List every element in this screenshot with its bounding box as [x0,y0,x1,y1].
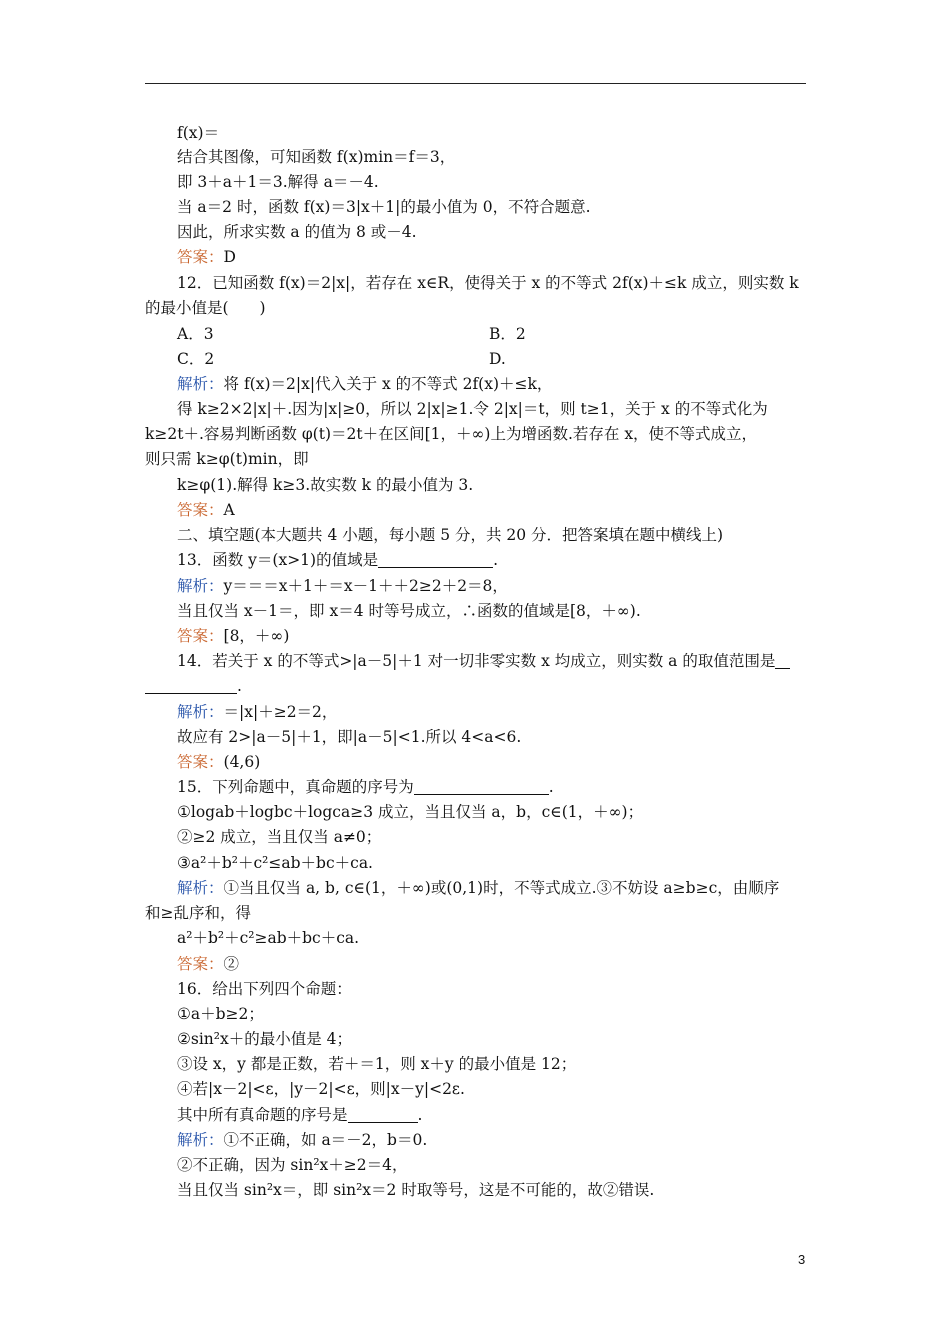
section-heading: 二、填空题(本大题共 4 小题，每小题 5 分，共 20 分．把答案填在题中横线上) [177,526,724,544]
solution-text: ①当且仅当 a, b, c∈(1，＋∞)或(0,1)时，不等式成立.③不妨设 a≥b≥c，由顺序 [223,879,780,897]
question-15 [177,775,554,799]
answer-value: A [223,501,235,519]
answer-label: 答案： [177,753,224,771]
text-line: ③a²＋b²＋c²≤ab＋bc＋ca. [177,854,373,872]
text-line: 因此，所求实数 a 的值为 8 或－4. [177,223,417,241]
question-text: 15．下列命题中，真命题的序号为 [177,778,414,796]
question-14-cont [145,674,242,698]
answer-blank [378,551,493,568]
question-text: 13．函数 y＝(x>1)的值域是 [177,551,379,569]
answer-blank [775,652,790,669]
text-line: 和≥乱序和，得 [145,904,251,922]
question-12: 12．已知函数 f(x)＝2|x|，若存在 x∈R，使得关于 x 的不等式 2f(x)＋≤k 成立，则实数 k [177,274,799,292]
solution-line [177,876,779,900]
page-number: 3 [798,1252,806,1267]
solution-label: 解析： [177,375,224,393]
text-line: ②不正确，因为 sin²x＋≥2＝4， [177,1156,408,1174]
question-text: 14．若关于 x 的不等式>|a－5|＋1 对一切非零实数 x 均成立，则实数 a 的取值范围是 [177,652,776,670]
text-line: 结合其图像，可知函数 f(x)min＝f＝3， [177,148,456,166]
text-line: 则只需 k≥φ(t)min，即 [145,450,309,468]
option-a: A．3 [177,325,214,343]
answer-blank [145,677,237,694]
text-line [177,1103,422,1127]
solution-text: ＝|x|＋≥2＝2， [223,703,338,721]
options-row-2 [177,347,777,371]
option-b: B．2 [489,325,526,343]
question-13 [177,548,498,572]
text-line: 当 a＝2 时，函数 f(x)＝3|x＋1|的最小值为 0，不符合题意. [177,198,591,216]
answer-line [177,624,289,648]
question-end: . [548,778,554,796]
answer-line [177,750,260,774]
answer-label: 答案： [177,501,224,519]
option-c: C．2 [177,350,215,368]
answer-value: (4,6) [223,753,261,771]
question-16: 16．给出下列四个命题： [177,980,352,998]
answer-blank [414,778,549,795]
question-end: . [237,677,242,695]
answer-label: 答案： [177,627,224,645]
text-line: ①a＋b≥2； [177,1005,264,1023]
answer-value: ② [223,955,240,973]
solution-label: 解析： [177,577,224,595]
answer-line [177,498,235,522]
text-line: k≥φ(1).解得 k≥3.故实数 k 的最小值为 3. [177,476,474,494]
text-line: k≥2t＋.容易判断函数 φ(t)＝2t＋在区间[1，＋∞)上为增函数.若存在 x，使不等式成立， [145,425,758,443]
text-line: 得 k≥2×2|x|＋.因为|x|≥0，所以 2|x|≥1.令 2|x|＝t，则 t≥1，关于 x 的不等式化为 [177,400,768,418]
solution-text: ①不正确，如 a＝－2，b＝0. [223,1131,428,1149]
question-text: 其中所有真命题的序号是 [177,1106,348,1124]
text-line: ①logab＋logbc＋logca≥3 成立，当且仅当 a，b，c∈(1，＋∞)； [177,803,644,821]
solution-line [177,372,552,396]
options-row-1 [177,322,777,346]
solution-label: 解析： [177,1131,224,1149]
text-line: 当且仅当 x－1＝，即 x＝4 时等号成立，∴函数的值域是[8，＋∞). [177,602,641,620]
text-line: ②≥2 成立，当且仅当 a≠0； [177,828,382,846]
answer-line [177,952,239,976]
text-line: 故应有 2>|a－5|＋1，即|a－5|<1.所以 4<a<6. [177,728,522,746]
answer-line [177,245,236,269]
question-end: . [493,551,499,569]
answer-value: [8，＋∞) [223,627,290,645]
solution-label: 解析： [177,879,224,897]
solution-text: y＝＝＝x＋1＋＝x－1＋＋2≥2＋2＝8， [223,577,508,595]
solution-label: 解析： [177,703,224,721]
answer-label: 答案： [177,248,224,266]
option-d: D. [489,350,506,368]
solution-line [177,1128,427,1152]
text-line: ③设 x，y 都是正数，若＋＝1，则 x＋y 的最小值是 12； [177,1055,577,1073]
header-rule [145,83,806,84]
answer-blank [348,1106,418,1123]
text-line: f(x)＝ [177,124,220,142]
text-line: 当且仅当 sin²x＝，即 sin²x＝2 时取等号，这是不可能的，故②错误. [177,1181,655,1199]
solution-line [177,574,508,598]
text-line: 即 3＋a＋1＝3.解得 a＝－4. [177,173,379,191]
text-line: ④若|x－2|<ε，|y－2|<ε，则|x－y|<2ε. [177,1080,465,1098]
question-12-cont: 的最小值是( ) [145,299,266,317]
text-line: a²＋b²＋c²≥ab＋bc＋ca. [177,929,360,947]
solution-text: 将 f(x)＝2|x|代入关于 x 的不等式 2f(x)＋≤k， [223,375,553,393]
question-14 [177,649,790,673]
solution-line [177,700,337,724]
text-line: ②sin²x＋的最小值是 4； [177,1030,353,1048]
answer-value: D [223,248,236,266]
answer-label: 答案： [177,955,224,973]
question-end: . [417,1106,423,1124]
